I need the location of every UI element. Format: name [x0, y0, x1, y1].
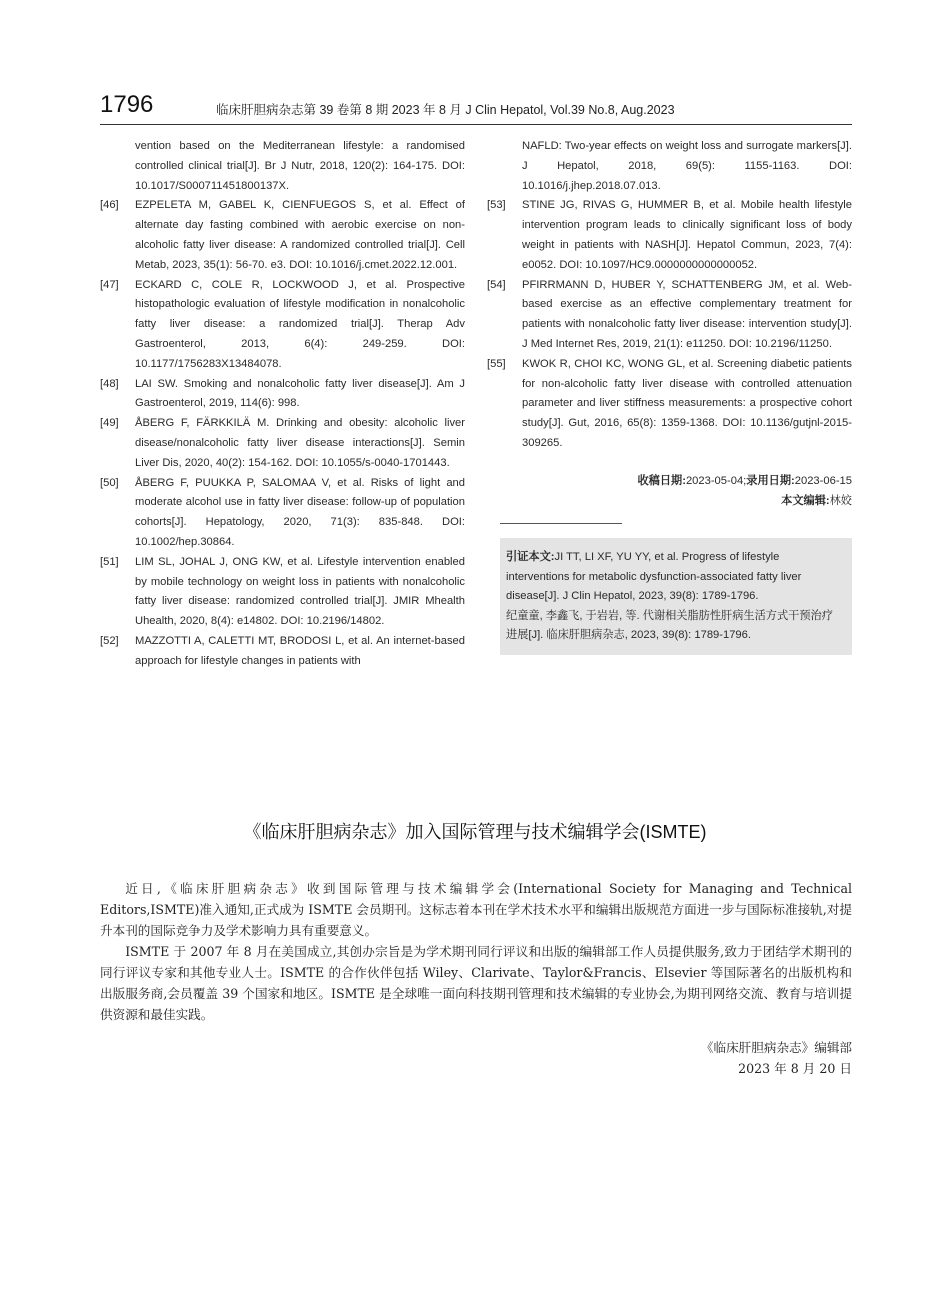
reference-entry [100, 474, 465, 553]
reference-text: NAFLD: Two-year effects on weight loss and surrogate markers[J]. J Hepatol, 2018, 69(5): 1155-1163. DOI: 10.1016/j.jhep.2018.07.013. [522, 140, 852, 192]
citation-english: JI TT, LI XF, YU YY, et al. Progress of lifestyle interventions for metabolic dysfunction-associated fatty liver disease[J]. J Clin Hepatol, 2023, 39(8): 1789-1796. [506, 551, 802, 603]
reference-text: ÅBERG F, PUUKKA P, SALOMAA V, et al. Risks of light and moderate alcohol use in fatty liver disease: follow-up of population cohorts[J]. Hepatology, 2020, 71(3): 835-848. DOI: 10.1002/hep.30864. [135, 476, 465, 548]
reference-number: [48] [100, 377, 119, 390]
reference-entry [100, 414, 465, 473]
reference-number: [55] [487, 357, 506, 370]
reference-text: ÅBERG F, FÄRKKILÄ M. Drinking and obesity: alcoholic liver disease/nonalcoholic fatty liver disease interactions[J]. Semin Liver Dis, 2020, 40(2): 154-162. DOI: 10.1055/s-0040-1701443. [135, 417, 465, 469]
editor-label: 本文编辑: [781, 494, 830, 507]
reference-number: [53] [487, 199, 506, 212]
accepted-date: 2023-06-15 [794, 474, 852, 487]
header-rule [100, 124, 852, 125]
reference-entry [487, 137, 852, 196]
reference-entry [487, 196, 852, 275]
reference-text: MAZZOTTI A, CALETTI MT, BRODOSI L, et al. An internet-based approach for lifestyle changes in patients with [135, 634, 465, 667]
reference-number: [46] [100, 199, 119, 212]
notice-paragraph: 近日,《临床肝胆病杂志》收到国际管理与技术编辑学会(International Society for Managing and Technical Editors,ISMTE)准入通知,正式成为 ISMTE 会员期刊。这标志着本刊在学术技术水平和编辑出版规范方面进一步与国际标准接轨,对提升本刊的国际竞争力及学术影响力具有重要意义。 [100, 881, 852, 938]
reference-entry [487, 355, 852, 454]
reference-text: LIM SL, JOHAL J, ONG KW, et al. Lifestyle intervention enabled by mobile technology on weight loss in patients with nonalcoholic fatty liver disease: randomized controlled trial[J]. JMIR Mhealth Uhealth, 2020, 8(4): e14802. DOI: 10.2196/14802. [135, 555, 465, 628]
notice-paragraph: ISMTE 于 2007 年 8 月在美国成立,其创办宗旨是为学术期刊同行评议和出版的编辑部工作人员提供服务,致力于团结学术期刊的同行评议专家和其他专业人士。ISMTE 的合作伙伴包括 Wiley、Clarivate、Taylor&Francis、Elsevier 等国际著名的出版机构和出版服务商,会员覆盖 39 个国家和地区。ISMTE 是全球唯一面向科技期刊管理和技术编辑的专业协会,为期刊网络交流、教育与培训提供资源和最佳实践。 [100, 944, 852, 1022]
reference-number: [49] [100, 417, 119, 430]
reference-entry [100, 137, 465, 196]
reference-entry [100, 196, 465, 275]
citation-label: 引证本文: [506, 551, 555, 564]
received-date: 2023-05-04; [685, 474, 747, 487]
notice-date: 2023 年 8 月 20 日 [738, 1061, 852, 1076]
reference-text: LAI SW. Smoking and nonalcoholic fatty liver disease[J]. Am J Gastroenterol, 2019, 114(6): 998. [135, 377, 465, 410]
accepted-label: 录用日期: [746, 474, 795, 487]
reference-number: [50] [100, 476, 119, 489]
notice-signature: 《临床肝胆病杂志》编辑部 [700, 1040, 852, 1055]
reference-entry [487, 276, 852, 355]
reference-entry [100, 632, 465, 672]
reference-text: STINE JG, RIVAS G, HUMMER B, et al. Mobile health lifestyle intervention program leads to clinically significant loss of body weight in patients with NASH[J]. Hepatol Commun, 2023, 7(4): e0052. DOI: 10.1097/HC9.0000000000000052. [522, 199, 852, 271]
running-header [100, 92, 852, 122]
references-right-column [487, 137, 852, 655]
running-head: 临床肝胆病杂志第 39 卷第 8 期 2023 年 8 月 J Clin Hepatol, Vol.39 No.8, Aug.2023 [216, 103, 675, 117]
citation-chinese: 纪童童, 李鑫飞, 于岩岩, 等. 代谢相关脂肪性肝病生活方式干预治疗进展[J]. 临床肝胆病杂志, 2023, 39(8): 1789-1796. [506, 609, 833, 641]
editor-name: 林姣 [829, 494, 852, 507]
reference-number: [51] [100, 555, 119, 568]
reference-entry [100, 553, 465, 632]
notice-title: 《临床肝胆病杂志》加入国际管理与技术编辑学会(ISMTE) [243, 822, 707, 842]
reference-text: vention based on the Mediterranean lifestyle: a randomised controlled clinical trial[J]. Br J Nutr, 2018, 120(2): 164-175. DOI: 10.1017/S000711451800137X. [135, 140, 465, 192]
reference-text: ECKARD C, COLE R, LOCKWOOD J, et al. Prospective histopathologic evaluation of lifestyle modification in nonalcoholic fatty liver disease: a randomized trial[J]. Therap Adv Gastroenterol, 2013, 6(4): 249-259. DOI: 10.1177/1756283X13484078. [135, 278, 465, 370]
reference-entry [100, 276, 465, 375]
reference-entry [100, 375, 465, 415]
reference-text: PFIRRMANN D, HUBER Y, SCHATTENBERG JM, et al. Web-based exercise as an effective complementary treatment for patients with nonalcoholic fatty liver disease: intervention study[J]. J Med Internet Res, 2019, 21(1): e11250. DOI: 10.2196/11250. [522, 278, 852, 350]
page-number: 1796 [100, 91, 154, 118]
reference-number: [52] [100, 634, 119, 647]
citation-divider [500, 523, 622, 524]
received-accepted-info [487, 472, 852, 512]
reference-number: [47] [100, 278, 119, 291]
reference-number: [54] [487, 278, 506, 291]
reference-text: KWOK R, CHOI KC, WONG GL, et al. Screening diabetic patients for non-alcoholic fatty liver disease with controlled attenuation parameter and liver stiffness measurements: a prospective cohort study[J]. Gut, 2016, 65(8): 1359-1368. DOI: 10.1136/gutjnl-2015-309265. [522, 357, 852, 449]
references-left-column [100, 137, 465, 672]
received-label: 收稿日期: [637, 474, 686, 487]
notice-body [100, 878, 852, 1079]
citation-box [500, 538, 852, 655]
reference-text: EZPELETA M, GABEL K, CIENFUEGOS S, et al. Effect of alternate day fasting combined with aerobic exercise on non-alcoholic fatty liver disease: A randomized controlled trial[J]. Cell Metab, 2023, 35(1): 56-70. e3. DOI: 10.1016/j.cmet.2022.12.001. [135, 199, 465, 271]
